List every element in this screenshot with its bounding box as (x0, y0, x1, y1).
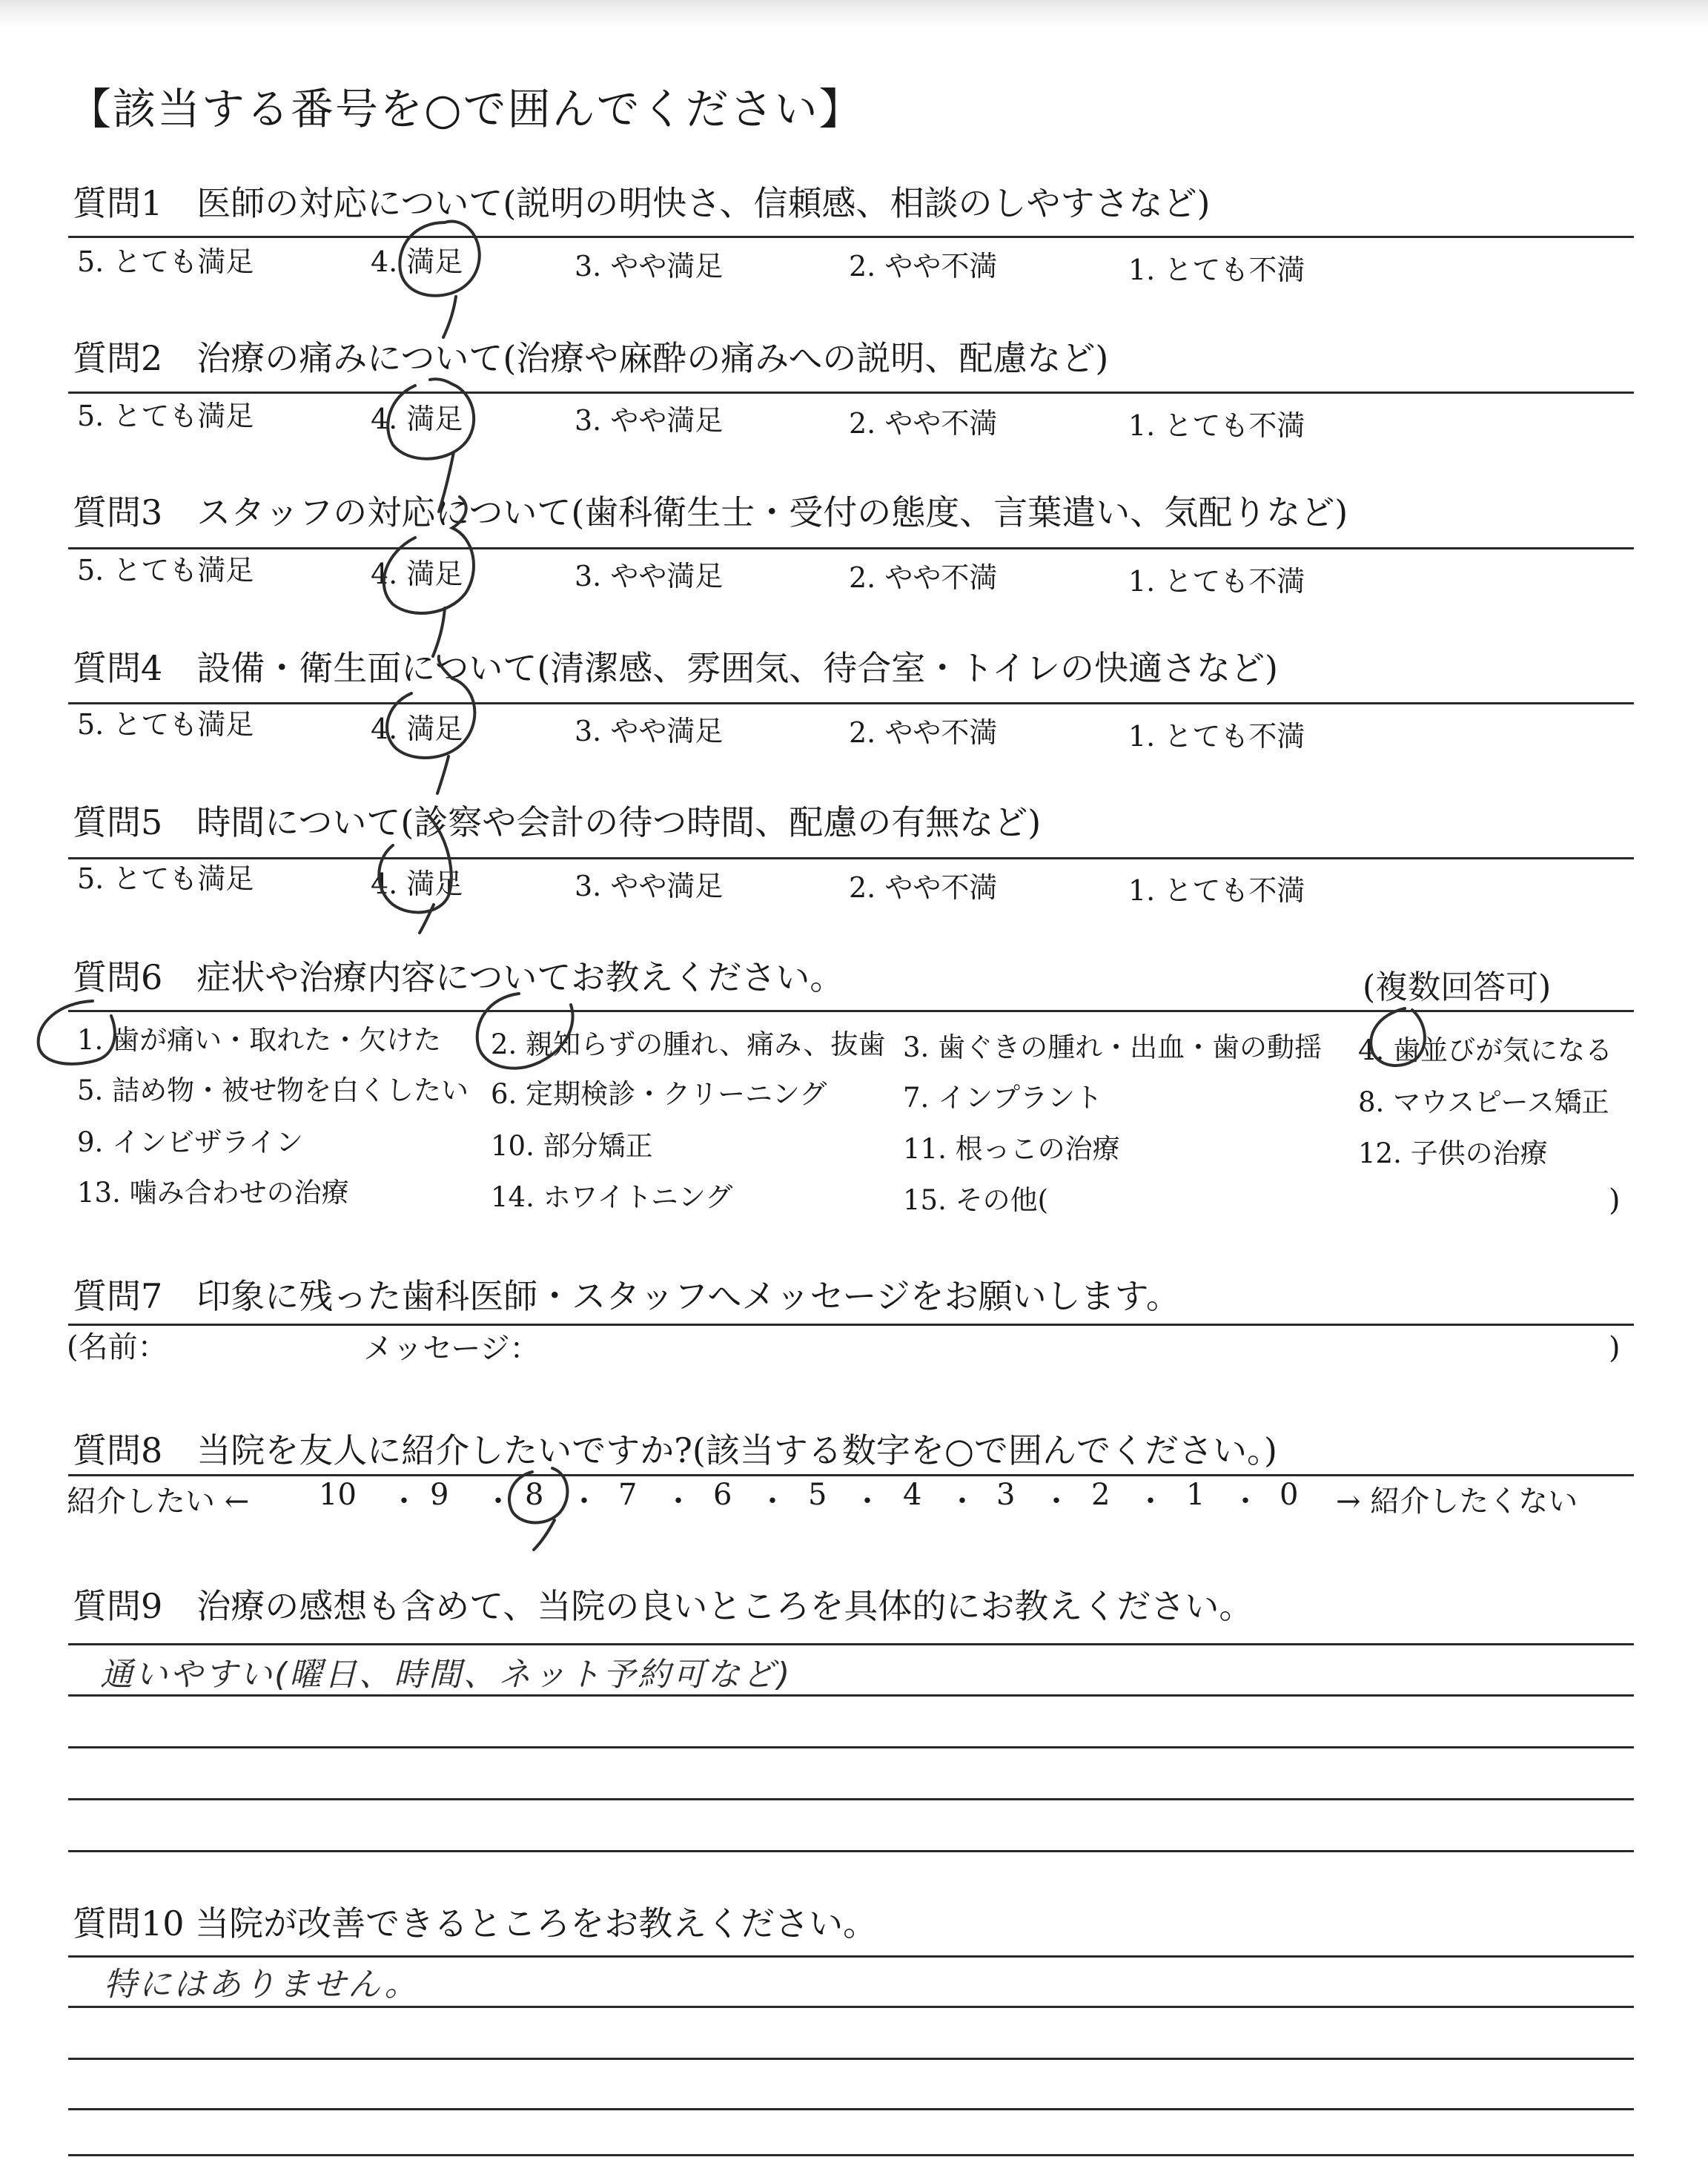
option-3[interactable]: 3. やや満足 (575, 404, 724, 437)
answer-line (68, 2058, 1634, 2060)
option-5[interactable]: 5. とても満足 (77, 708, 254, 741)
question-title: 質問4 設備・衛生面について(清潔感、雰囲気、待合室・トイレの快適さなど) (73, 648, 1278, 688)
answer-line (68, 1694, 1634, 1697)
q6-option-7[interactable]: 7. インプラント (903, 1082, 1103, 1114)
divider (68, 547, 1634, 549)
scale-5[interactable]: 5 (808, 1478, 827, 1512)
scale-2[interactable]: 2 (1091, 1478, 1110, 1512)
option-1[interactable]: 1. とても不満 (1128, 254, 1305, 286)
option-4[interactable]: 4. 満足 (371, 403, 463, 435)
divider (68, 857, 1634, 859)
question-title: 質問7 印象に残った歯科医師・スタッフへメッセージをお願いします。 (73, 1276, 1180, 1316)
option-2[interactable]: 2. やや不満 (849, 561, 998, 594)
q6-option-3[interactable]: 3. 歯ぐきの腫れ・出血・歯の動揺 (903, 1031, 1323, 1063)
option-4[interactable]: 4. 満足 (371, 713, 463, 745)
option-2[interactable]: 2. やや不満 (849, 407, 998, 440)
recommend-right-label: → 紹介したくない (1336, 1484, 1578, 1519)
scale-0[interactable]: 0 (1280, 1478, 1299, 1512)
answer-line (68, 1746, 1634, 1748)
option-3[interactable]: 3. やや満足 (575, 250, 724, 283)
q6-option-12[interactable]: 12. 子供の治療 (1358, 1137, 1548, 1169)
option-2[interactable]: 2. やや不満 (849, 871, 998, 904)
message-close-paren: ) (1609, 1331, 1621, 1365)
question-title: 質問3 スタッフの対応について(歯科衛生士・受付の態度、言葉遣い、気配りなど) (73, 492, 1348, 532)
divider (68, 236, 1634, 238)
q6-option-14[interactable]: 14. ホワイトニング (491, 1181, 733, 1213)
answer-line (68, 2006, 1634, 2008)
option-5[interactable]: 5. とても満足 (77, 554, 254, 587)
option-4[interactable]: 4. 満足 (371, 868, 463, 900)
q6-option-13[interactable]: 13. 噛み合わせの治療 (77, 1177, 349, 1209)
q6-option-6[interactable]: 6. 定期検診・クリーニング (491, 1078, 827, 1110)
option-1[interactable]: 1. とても不満 (1128, 720, 1305, 753)
q9-handwritten-answer[interactable]: 通いやすい(曜日、時間、ネット予約可など) (100, 1656, 792, 1694)
multiple-answers-note: (複数回答可) (1363, 968, 1552, 1006)
q6-option-1[interactable]: 1. 歯が痛い・取れた・欠けた (77, 1024, 442, 1056)
other-close-paren: ) (1609, 1183, 1621, 1218)
question-title: 質問10 当院が改善できるところをお教えください。 (73, 1903, 878, 1943)
q6-option-8[interactable]: 8. マウスピース矯正 (1358, 1086, 1609, 1118)
option-2[interactable]: 2. やや不満 (849, 716, 998, 749)
divider (68, 392, 1634, 394)
option-4[interactable]: 4. 満足 (371, 245, 463, 278)
question-title: 質問9 治療の感想も含めて、当院の良いところを具体的にお教えください。 (73, 1586, 1254, 1626)
scan-top-edge (0, 0, 1708, 28)
answer-line (68, 1643, 1634, 1645)
question-title: 質問8 当院を友人に紹介したいですか?(該当する数字を○で囲んでください。) (73, 1430, 1277, 1470)
q6-option-2[interactable]: 2. 親知らずの腫れ、痛み、抜歯 (491, 1028, 886, 1060)
answer-line (68, 2154, 1634, 2156)
option-1[interactable]: 1. とても不満 (1128, 409, 1305, 442)
recommend-left-label: 紹介したい ← (67, 1484, 250, 1519)
divider (68, 1474, 1634, 1476)
name-label: (名前： (67, 1330, 168, 1364)
answer-line (68, 1850, 1634, 1852)
scale-8[interactable]: 8 (525, 1478, 544, 1512)
scale-7[interactable]: 7 (618, 1478, 638, 1512)
q6-option-5[interactable]: 5. 詰め物・被せ物を白くしたい (77, 1074, 469, 1106)
option-3[interactable]: 3. やや満足 (575, 715, 724, 747)
q6-option-9[interactable]: 9. インビザライン (77, 1126, 303, 1158)
option-2[interactable]: 2. やや不満 (849, 250, 998, 283)
question-title: 質問6 症状や治療内容についてお教えください。 (73, 957, 844, 997)
divider (68, 1010, 1634, 1012)
answer-line (68, 1798, 1634, 1800)
answer-line (68, 2108, 1634, 2110)
divider (68, 1324, 1634, 1326)
option-5[interactable]: 5. とても満足 (77, 862, 254, 895)
option-1[interactable]: 1. とても不満 (1128, 874, 1305, 907)
question-title: 質問5 時間について(診察や会計の待つ時間、配慮の有無など) (73, 802, 1042, 842)
q6-option-11[interactable]: 11. 根っこの治療 (903, 1133, 1120, 1165)
option-3[interactable]: 3. やや満足 (575, 870, 724, 902)
message-label: メッセージ： (363, 1332, 540, 1366)
option-4[interactable]: 4. 満足 (371, 558, 463, 590)
q10-handwritten-answer[interactable]: 特にはありません。 (104, 1966, 420, 2004)
divider (68, 702, 1634, 704)
option-1[interactable]: 1. とても不満 (1128, 565, 1305, 598)
q6-option-4[interactable]: 4. 歯並びが気になる (1358, 1034, 1613, 1066)
option-5[interactable]: 5. とても満足 (77, 245, 254, 278)
option-5[interactable]: 5. とても満足 (77, 400, 254, 432)
q6-option-15[interactable]: 15. その他( (903, 1184, 1049, 1216)
q6-option-10[interactable]: 10. 部分矯正 (491, 1130, 653, 1162)
scale-9[interactable]: 9 (430, 1478, 449, 1512)
page-title: 【該当する番号を○で囲んでください】 (68, 84, 864, 134)
scale-3[interactable]: 3 (996, 1478, 1016, 1512)
question-title: 質問2 治療の痛みについて(治療や麻酔の痛みへの説明、配慮など) (73, 338, 1109, 378)
question-title: 質問1 医師の対応について(説明の明快さ、信頼感、相談のしやすさなど) (73, 183, 1211, 223)
option-3[interactable]: 3. やや満足 (575, 560, 724, 592)
scale-6[interactable]: 6 (713, 1478, 732, 1512)
scale-10[interactable]: 10 (319, 1478, 357, 1512)
scale-4[interactable]: 4 (903, 1478, 922, 1512)
scale-1[interactable]: 1 (1186, 1478, 1205, 1512)
